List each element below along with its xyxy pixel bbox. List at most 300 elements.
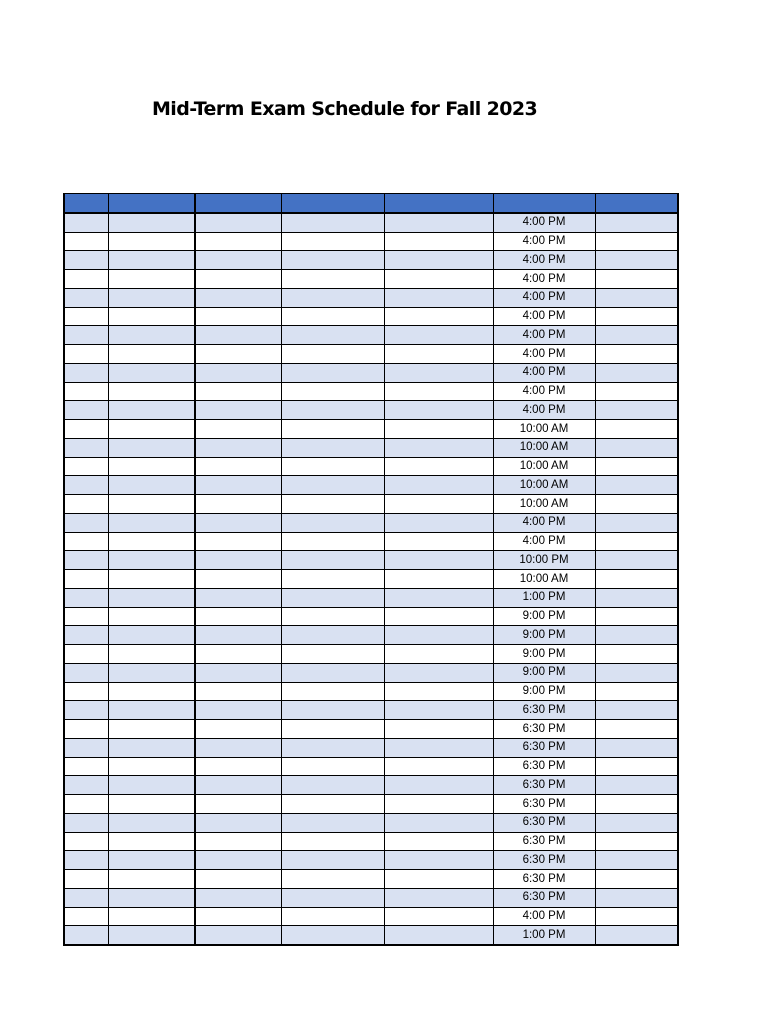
table-row (64, 476, 678, 495)
empty-cell (595, 382, 678, 401)
empty-cell (195, 438, 281, 457)
empty-cell (108, 907, 195, 926)
empty-cell (108, 795, 195, 814)
exam-time-cell: 9:00 PM (493, 663, 595, 682)
table-row (64, 888, 678, 907)
empty-cell (595, 832, 678, 851)
empty-cell (384, 251, 493, 270)
exam-time-cell: 10:00 AM (493, 495, 595, 514)
empty-cell (384, 907, 493, 926)
table-row (64, 213, 678, 232)
empty-cell (281, 701, 384, 720)
empty-cell (595, 607, 678, 626)
table-row (64, 251, 678, 270)
header-cell (384, 194, 493, 214)
exam-time-cell: 6:30 PM (493, 870, 595, 889)
exam-time-cell: 6:30 PM (493, 888, 595, 907)
table-row (64, 232, 678, 251)
empty-cell (281, 532, 384, 551)
empty-cell (64, 457, 108, 476)
empty-cell (595, 495, 678, 514)
empty-cell (195, 720, 281, 739)
empty-cell (384, 495, 493, 514)
empty-cell (281, 476, 384, 495)
empty-cell (384, 851, 493, 870)
table-row (64, 776, 678, 795)
empty-cell (108, 532, 195, 551)
table-row (64, 345, 678, 364)
empty-cell (64, 795, 108, 814)
empty-cell (64, 888, 108, 907)
empty-cell (64, 701, 108, 720)
table-row (64, 288, 678, 307)
empty-cell (384, 363, 493, 382)
empty-cell (595, 270, 678, 289)
exam-time-cell: 9:00 PM (493, 626, 595, 645)
empty-cell (108, 495, 195, 514)
exam-time-cell: 9:00 PM (493, 682, 595, 701)
empty-cell (384, 682, 493, 701)
exam-time-cell: 4:00 PM (493, 382, 595, 401)
empty-cell (281, 345, 384, 364)
empty-cell (281, 645, 384, 664)
empty-cell (281, 270, 384, 289)
exam-time-cell: 10:00 PM (493, 551, 595, 570)
empty-cell (281, 363, 384, 382)
empty-cell (108, 307, 195, 326)
exam-time-cell: 4:00 PM (493, 345, 595, 364)
empty-cell (108, 926, 195, 945)
header-cell (493, 194, 595, 214)
exam-time-cell: 4:00 PM (493, 307, 595, 326)
table-row (64, 607, 678, 626)
empty-cell (108, 607, 195, 626)
header-cell (195, 194, 281, 214)
exam-time-cell: 4:00 PM (493, 288, 595, 307)
empty-cell (64, 288, 108, 307)
empty-cell (595, 532, 678, 551)
table-row (64, 570, 678, 589)
table-row (64, 420, 678, 439)
empty-cell (384, 795, 493, 814)
exam-time-cell: 1:00 PM (493, 588, 595, 607)
empty-cell (108, 213, 195, 232)
empty-cell (595, 438, 678, 457)
table-row (64, 270, 678, 289)
table-row (64, 588, 678, 607)
empty-cell (281, 232, 384, 251)
table-row (64, 870, 678, 889)
empty-cell (108, 626, 195, 645)
empty-cell (384, 401, 493, 420)
empty-cell (195, 345, 281, 364)
table-row (64, 757, 678, 776)
empty-cell (384, 270, 493, 289)
empty-cell (64, 832, 108, 851)
table-row (64, 513, 678, 532)
empty-cell (64, 645, 108, 664)
empty-cell (281, 570, 384, 589)
empty-cell (595, 720, 678, 739)
empty-cell (595, 795, 678, 814)
empty-cell (64, 495, 108, 514)
empty-cell (595, 251, 678, 270)
empty-cell (281, 795, 384, 814)
exam-time-cell: 4:00 PM (493, 532, 595, 551)
empty-cell (281, 907, 384, 926)
exam-time-cell: 10:00 AM (493, 476, 595, 495)
empty-cell (195, 682, 281, 701)
empty-cell (108, 382, 195, 401)
empty-cell (595, 870, 678, 889)
empty-cell (195, 532, 281, 551)
empty-cell (64, 513, 108, 532)
empty-cell (108, 476, 195, 495)
empty-cell (108, 363, 195, 382)
table-row (64, 626, 678, 645)
exam-time-cell: 4:00 PM (493, 363, 595, 382)
empty-cell (64, 663, 108, 682)
empty-cell (384, 626, 493, 645)
exam-time-cell: 4:00 PM (493, 251, 595, 270)
empty-cell (195, 326, 281, 345)
empty-cell (281, 513, 384, 532)
exam-time-cell: 4:00 PM (493, 326, 595, 345)
empty-cell (595, 232, 678, 251)
empty-cell (595, 588, 678, 607)
empty-cell (281, 213, 384, 232)
empty-cell (64, 326, 108, 345)
empty-cell (595, 288, 678, 307)
exam-time-cell: 10:00 AM (493, 570, 595, 589)
table-row (64, 645, 678, 664)
exam-time-cell: 1:00 PM (493, 926, 595, 945)
empty-cell (595, 888, 678, 907)
empty-cell (595, 551, 678, 570)
table-row (64, 926, 678, 945)
exam-time-cell: 4:00 PM (493, 213, 595, 232)
empty-cell (108, 738, 195, 757)
empty-cell (64, 926, 108, 945)
page-title: Mid-Term Exam Schedule for Fall 2023 (152, 98, 538, 120)
table-row (64, 720, 678, 739)
empty-cell (384, 532, 493, 551)
exam-time-cell: 6:30 PM (493, 776, 595, 795)
empty-cell (384, 663, 493, 682)
empty-cell (595, 776, 678, 795)
empty-cell (108, 851, 195, 870)
empty-cell (281, 720, 384, 739)
table-row (64, 832, 678, 851)
exam-time-cell: 6:30 PM (493, 738, 595, 757)
table-row (64, 326, 678, 345)
header-row (64, 194, 678, 214)
empty-cell (195, 457, 281, 476)
table-row (64, 457, 678, 476)
empty-cell (595, 513, 678, 532)
table-row (64, 851, 678, 870)
table-row (64, 663, 678, 682)
empty-cell (281, 420, 384, 439)
empty-cell (64, 232, 108, 251)
empty-cell (64, 532, 108, 551)
empty-cell (281, 588, 384, 607)
empty-cell (195, 907, 281, 926)
empty-cell (195, 645, 281, 664)
empty-cell (195, 570, 281, 589)
empty-cell (64, 382, 108, 401)
empty-cell (108, 420, 195, 439)
empty-cell (595, 326, 678, 345)
empty-cell (64, 420, 108, 439)
empty-cell (108, 232, 195, 251)
empty-cell (108, 682, 195, 701)
empty-cell (108, 570, 195, 589)
empty-cell (384, 588, 493, 607)
empty-cell (64, 213, 108, 232)
empty-cell (64, 607, 108, 626)
header-cell (595, 194, 678, 214)
empty-cell (281, 326, 384, 345)
empty-cell (384, 870, 493, 889)
exam-time-cell: 10:00 AM (493, 420, 595, 439)
exam-schedule-table (63, 193, 679, 946)
header-cell (281, 194, 384, 214)
empty-cell (281, 870, 384, 889)
empty-cell (281, 738, 384, 757)
empty-cell (64, 870, 108, 889)
empty-cell (108, 645, 195, 664)
table-row (64, 907, 678, 926)
empty-cell (595, 345, 678, 364)
empty-cell (595, 926, 678, 945)
empty-cell (195, 776, 281, 795)
exam-time-cell: 9:00 PM (493, 645, 595, 664)
empty-cell (281, 307, 384, 326)
empty-cell (195, 213, 281, 232)
empty-cell (595, 570, 678, 589)
empty-cell (384, 476, 493, 495)
table-row (64, 363, 678, 382)
exam-time-cell: 10:00 AM (493, 457, 595, 476)
exam-time-cell: 9:00 PM (493, 607, 595, 626)
empty-cell (595, 401, 678, 420)
empty-cell (64, 251, 108, 270)
table-row (64, 532, 678, 551)
empty-cell (384, 288, 493, 307)
table-row (64, 307, 678, 326)
empty-cell (595, 907, 678, 926)
empty-cell (281, 495, 384, 514)
empty-cell (108, 288, 195, 307)
empty-cell (108, 270, 195, 289)
empty-cell (108, 813, 195, 832)
empty-cell (281, 663, 384, 682)
empty-cell (281, 682, 384, 701)
empty-cell (595, 682, 678, 701)
empty-cell (108, 757, 195, 776)
exam-time-cell: 4:00 PM (493, 907, 595, 926)
empty-cell (384, 420, 493, 439)
exam-time-cell: 6:30 PM (493, 832, 595, 851)
table-row (64, 701, 678, 720)
empty-cell (595, 701, 678, 720)
empty-cell (384, 701, 493, 720)
empty-cell (384, 345, 493, 364)
exam-time-cell: 6:30 PM (493, 720, 595, 739)
table-row (64, 401, 678, 420)
empty-cell (595, 476, 678, 495)
empty-cell (384, 382, 493, 401)
empty-cell (108, 551, 195, 570)
empty-cell (384, 720, 493, 739)
empty-cell (595, 813, 678, 832)
empty-cell (195, 420, 281, 439)
empty-cell (64, 570, 108, 589)
empty-cell (64, 345, 108, 364)
empty-cell (64, 476, 108, 495)
empty-cell (195, 232, 281, 251)
empty-cell (281, 626, 384, 645)
empty-cell (195, 926, 281, 945)
empty-cell (281, 757, 384, 776)
empty-cell (595, 851, 678, 870)
empty-cell (195, 888, 281, 907)
empty-cell (195, 363, 281, 382)
exam-time-cell: 6:30 PM (493, 757, 595, 776)
empty-cell (108, 832, 195, 851)
empty-cell (195, 288, 281, 307)
empty-cell (195, 663, 281, 682)
empty-cell (595, 645, 678, 664)
table-row (64, 738, 678, 757)
empty-cell (281, 401, 384, 420)
empty-cell (64, 588, 108, 607)
empty-cell (384, 926, 493, 945)
empty-cell (595, 626, 678, 645)
empty-cell (108, 326, 195, 345)
empty-cell (384, 645, 493, 664)
empty-cell (64, 551, 108, 570)
empty-cell (195, 401, 281, 420)
header-cell (64, 194, 108, 214)
empty-cell (281, 776, 384, 795)
table-body (64, 213, 678, 945)
exam-time-cell: 6:30 PM (493, 795, 595, 814)
exam-time-cell: 4:00 PM (493, 513, 595, 532)
empty-cell (108, 251, 195, 270)
empty-cell (384, 457, 493, 476)
empty-cell (195, 382, 281, 401)
empty-cell (384, 570, 493, 589)
empty-cell (384, 232, 493, 251)
exam-time-cell: 4:00 PM (493, 270, 595, 289)
empty-cell (195, 476, 281, 495)
empty-cell (64, 757, 108, 776)
empty-cell (108, 588, 195, 607)
empty-cell (195, 513, 281, 532)
empty-cell (64, 270, 108, 289)
empty-cell (108, 720, 195, 739)
empty-cell (64, 813, 108, 832)
empty-cell (195, 813, 281, 832)
empty-cell (595, 420, 678, 439)
empty-cell (195, 738, 281, 757)
empty-cell (384, 888, 493, 907)
empty-cell (195, 832, 281, 851)
exam-time-cell: 6:30 PM (493, 851, 595, 870)
exam-time-cell: 4:00 PM (493, 401, 595, 420)
empty-cell (384, 607, 493, 626)
empty-cell (108, 663, 195, 682)
empty-cell (195, 270, 281, 289)
empty-cell (64, 682, 108, 701)
exam-time-cell: 6:30 PM (493, 701, 595, 720)
empty-cell (384, 326, 493, 345)
empty-cell (281, 551, 384, 570)
empty-cell (195, 551, 281, 570)
empty-cell (108, 888, 195, 907)
empty-cell (384, 438, 493, 457)
empty-cell (64, 626, 108, 645)
empty-cell (195, 251, 281, 270)
empty-cell (108, 438, 195, 457)
table-row (64, 495, 678, 514)
empty-cell (384, 776, 493, 795)
empty-cell (108, 401, 195, 420)
empty-cell (195, 307, 281, 326)
empty-cell (108, 870, 195, 889)
table-row (64, 682, 678, 701)
empty-cell (384, 757, 493, 776)
empty-cell (595, 457, 678, 476)
empty-cell (281, 251, 384, 270)
empty-cell (281, 851, 384, 870)
empty-cell (195, 870, 281, 889)
exam-time-cell: 10:00 AM (493, 438, 595, 457)
empty-cell (281, 813, 384, 832)
table-row (64, 813, 678, 832)
empty-cell (281, 288, 384, 307)
exam-time-cell: 6:30 PM (493, 813, 595, 832)
empty-cell (195, 701, 281, 720)
empty-cell (595, 663, 678, 682)
empty-cell (384, 738, 493, 757)
empty-cell (108, 457, 195, 476)
empty-cell (384, 813, 493, 832)
empty-cell (64, 438, 108, 457)
empty-cell (595, 363, 678, 382)
empty-cell (384, 551, 493, 570)
empty-cell (195, 626, 281, 645)
empty-cell (384, 307, 493, 326)
empty-cell (595, 757, 678, 776)
empty-cell (64, 720, 108, 739)
table-row (64, 382, 678, 401)
empty-cell (64, 776, 108, 795)
empty-cell (281, 438, 384, 457)
table-row (64, 438, 678, 457)
empty-cell (108, 513, 195, 532)
empty-cell (281, 832, 384, 851)
empty-cell (108, 345, 195, 364)
empty-cell (108, 776, 195, 795)
empty-cell (384, 513, 493, 532)
exam-time-cell: 4:00 PM (493, 232, 595, 251)
empty-cell (281, 926, 384, 945)
empty-cell (281, 888, 384, 907)
empty-cell (384, 832, 493, 851)
